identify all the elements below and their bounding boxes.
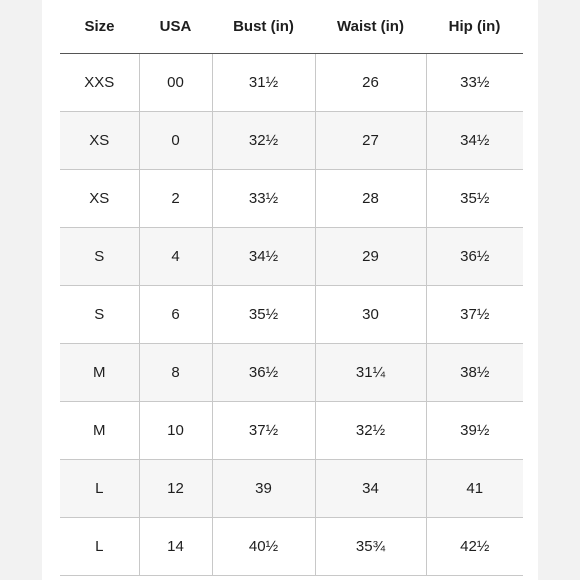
table-row — [60, 112, 523, 170]
cell-bust: 34½ — [212, 228, 315, 286]
cell-usa: 14 — [139, 518, 212, 576]
table-row — [60, 344, 523, 402]
cell-waist: 35¾ — [315, 518, 426, 576]
cell-waist: 28 — [315, 170, 426, 228]
cell-hip: 42½ — [426, 518, 523, 576]
cell-waist: 30 — [315, 286, 426, 344]
header-row — [60, 0, 523, 54]
cell-size: XS — [60, 112, 139, 170]
cell-usa: 00 — [139, 54, 212, 112]
cell-bust: 33½ — [212, 170, 315, 228]
cell-hip: 34½ — [426, 112, 523, 170]
cell-usa: 12 — [139, 460, 212, 518]
cell-bust: 40½ — [212, 518, 315, 576]
cell-hip: 39½ — [426, 402, 523, 460]
header-waist: Waist (in) — [315, 0, 426, 54]
cell-size: M — [60, 344, 139, 402]
size-chart-table — [60, 0, 523, 576]
cell-waist: 26 — [315, 54, 426, 112]
cell-waist: 27 — [315, 112, 426, 170]
cell-size: M — [60, 402, 139, 460]
cell-bust: 36½ — [212, 344, 315, 402]
cell-usa: 2 — [139, 170, 212, 228]
table-row — [60, 402, 523, 460]
cell-waist: 29 — [315, 228, 426, 286]
cell-usa: 6 — [139, 286, 212, 344]
cell-bust: 31½ — [212, 54, 315, 112]
cell-usa: 8 — [139, 344, 212, 402]
cell-size: XS — [60, 170, 139, 228]
cell-size: L — [60, 518, 139, 576]
cell-waist: 34 — [315, 460, 426, 518]
cell-bust: 39 — [212, 460, 315, 518]
cell-size: S — [60, 228, 139, 286]
table-row — [60, 286, 523, 344]
cell-hip: 41 — [426, 460, 523, 518]
cell-usa: 10 — [139, 402, 212, 460]
cell-waist: 31¼ — [315, 344, 426, 402]
header-hip: Hip (in) — [426, 0, 523, 54]
cell-size: L — [60, 460, 139, 518]
cell-bust: 32½ — [212, 112, 315, 170]
header-bust: Bust (in) — [212, 0, 315, 54]
cell-hip: 33½ — [426, 54, 523, 112]
size-chart-page — [42, 0, 538, 580]
table-row — [60, 170, 523, 228]
header-usa: USA — [139, 0, 212, 54]
cell-hip: 36½ — [426, 228, 523, 286]
table-row — [60, 54, 523, 112]
cell-hip: 37½ — [426, 286, 523, 344]
cell-hip: 38½ — [426, 344, 523, 402]
table-row — [60, 460, 523, 518]
cell-hip: 35½ — [426, 170, 523, 228]
cell-usa: 4 — [139, 228, 212, 286]
cell-waist: 32½ — [315, 402, 426, 460]
cell-usa: 0 — [139, 112, 212, 170]
cell-size: XXS — [60, 54, 139, 112]
table-row — [60, 228, 523, 286]
cell-size: S — [60, 286, 139, 344]
cell-bust: 37½ — [212, 402, 315, 460]
table-row — [60, 518, 523, 576]
header-size: Size — [60, 0, 139, 54]
cell-bust: 35½ — [212, 286, 315, 344]
